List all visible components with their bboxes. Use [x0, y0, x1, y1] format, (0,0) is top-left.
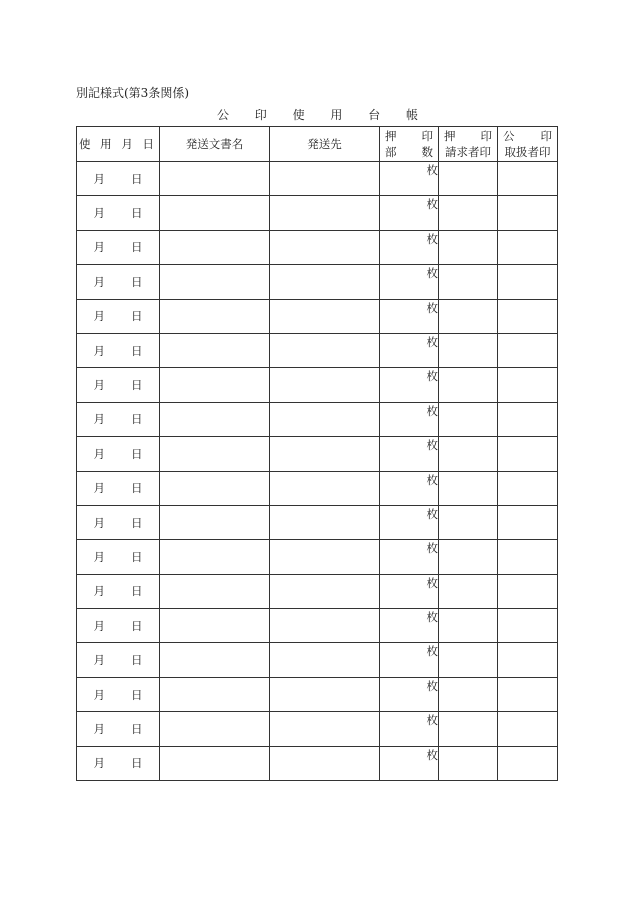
- document-name-cell[interactable]: [160, 299, 270, 333]
- destination-cell[interactable]: [270, 574, 380, 608]
- table-row: [77, 333, 558, 367]
- requester-seal-cell[interactable]: [439, 609, 498, 643]
- document-name-cell[interactable]: [160, 333, 270, 367]
- sheet-unit-label: 枚: [426, 506, 438, 521]
- document-name-cell[interactable]: [160, 437, 270, 471]
- sheet-unit-label: 枚: [426, 266, 438, 281]
- month-label: 月: [93, 481, 105, 496]
- document-name-cell[interactable]: [160, 471, 270, 505]
- stamp-count-cell[interactable]: [380, 746, 439, 780]
- usage-date-cell[interactable]: [77, 230, 160, 264]
- sheet-unit-label: 枚: [426, 472, 438, 487]
- usage-date-cell[interactable]: [77, 299, 160, 333]
- document-name-cell[interactable]: [160, 230, 270, 264]
- sheet-unit-label: 枚: [426, 334, 438, 349]
- usage-date-cell[interactable]: [77, 333, 160, 367]
- usage-date-cell[interactable]: [77, 712, 160, 746]
- day-label: 日: [131, 721, 143, 736]
- destination-cell[interactable]: [270, 712, 380, 746]
- handler-seal-cell[interactable]: [498, 196, 558, 230]
- requester-seal-cell[interactable]: [439, 437, 498, 471]
- month-label: 月: [93, 618, 105, 633]
- header-usage-date: 使 用 月 日: [77, 127, 160, 162]
- requester-seal-cell[interactable]: [439, 746, 498, 780]
- table-row: [77, 712, 558, 746]
- day-label: 日: [131, 309, 143, 324]
- requester-seal-cell[interactable]: [439, 162, 498, 196]
- seal-usage-ledger-table: [76, 126, 558, 781]
- stamp-count-cell[interactable]: [380, 574, 439, 608]
- usage-date-cell[interactable]: [77, 643, 160, 677]
- month-label: 月: [93, 653, 105, 668]
- destination-cell[interactable]: [270, 609, 380, 643]
- requester-seal-cell[interactable]: [439, 471, 498, 505]
- month-label: 月: [93, 412, 105, 427]
- header-row: [77, 127, 558, 162]
- requester-seal-cell[interactable]: [439, 196, 498, 230]
- sheet-unit-label: 枚: [426, 369, 438, 384]
- requester-seal-cell[interactable]: [439, 712, 498, 746]
- destination-cell[interactable]: [270, 505, 380, 539]
- sheet-unit-label: 枚: [426, 541, 438, 556]
- table-row: [77, 677, 558, 711]
- table-row: [77, 265, 558, 299]
- stamp-count-cell[interactable]: [380, 540, 439, 574]
- table-row: [77, 196, 558, 230]
- day-label: 日: [131, 549, 143, 564]
- document-name-cell[interactable]: [160, 712, 270, 746]
- table-row: [77, 230, 558, 264]
- sheet-unit-label: 枚: [426, 713, 438, 728]
- document-name-cell[interactable]: [160, 505, 270, 539]
- month-label: 月: [93, 274, 105, 289]
- destination-cell[interactable]: [270, 677, 380, 711]
- sheet-unit-label: 枚: [426, 747, 438, 762]
- requester-seal-cell[interactable]: [439, 540, 498, 574]
- table-row: [77, 746, 558, 780]
- sheet-unit-label: 枚: [426, 575, 438, 590]
- sheet-unit-label: 枚: [426, 300, 438, 315]
- month-label: 月: [93, 515, 105, 530]
- day-label: 日: [131, 687, 143, 702]
- table-row: [77, 505, 558, 539]
- stamp-count-cell[interactable]: [380, 677, 439, 711]
- stamp-count-cell[interactable]: [380, 505, 439, 539]
- stamp-count-cell[interactable]: [380, 712, 439, 746]
- destination-cell[interactable]: [270, 162, 380, 196]
- header-stamp-count-label: 数: [421, 145, 433, 159]
- header-stamp-count-label: 印: [421, 129, 433, 143]
- handler-seal-cell[interactable]: [498, 574, 558, 608]
- header-destination: 発送先: [270, 127, 380, 162]
- stamp-count-cell[interactable]: [380, 265, 439, 299]
- destination-cell[interactable]: [270, 230, 380, 264]
- month-label: 月: [93, 240, 105, 255]
- document-name-cell[interactable]: [160, 574, 270, 608]
- day-label: 日: [131, 446, 143, 461]
- day-label: 日: [131, 653, 143, 668]
- header-requester-label: 請求者印: [445, 145, 491, 159]
- document-name-cell[interactable]: [160, 368, 270, 402]
- header-stamp-count-label: 部: [385, 145, 397, 159]
- requester-seal-cell[interactable]: [439, 265, 498, 299]
- stamp-count-cell[interactable]: [380, 299, 439, 333]
- header-handler-seal: [498, 127, 558, 162]
- day-label: 日: [131, 343, 143, 358]
- header-handler-label: 印: [540, 129, 552, 143]
- usage-date-cell[interactable]: [77, 368, 160, 402]
- document-name-cell[interactable]: [160, 643, 270, 677]
- handler-seal-cell[interactable]: [498, 609, 558, 643]
- month-label: 月: [93, 206, 105, 221]
- month-label: 月: [93, 721, 105, 736]
- destination-cell[interactable]: [270, 265, 380, 299]
- requester-seal-cell[interactable]: [439, 368, 498, 402]
- header-handler-label: 取扱者印: [504, 145, 551, 159]
- requester-seal-cell[interactable]: [439, 643, 498, 677]
- document-name-cell[interactable]: [160, 609, 270, 643]
- sheet-unit-label: 枚: [426, 610, 438, 625]
- destination-cell[interactable]: [270, 368, 380, 402]
- month-label: 月: [93, 756, 105, 771]
- destination-cell[interactable]: [270, 746, 380, 780]
- handler-seal-cell[interactable]: [498, 402, 558, 436]
- handler-seal-cell[interactable]: [498, 437, 558, 471]
- form-label: 別記様式(第3条関係): [76, 86, 189, 100]
- document-name-cell[interactable]: [160, 677, 270, 711]
- stamp-count-cell[interactable]: [380, 230, 439, 264]
- usage-date-cell[interactable]: [77, 677, 160, 711]
- sheet-unit-label: 枚: [426, 197, 438, 212]
- sheet-unit-label: 枚: [426, 231, 438, 246]
- requester-seal-cell[interactable]: [439, 333, 498, 367]
- header-handler-label: 公: [503, 129, 515, 143]
- day-label: 日: [131, 171, 143, 186]
- requester-seal-cell[interactable]: [439, 299, 498, 333]
- handler-seal-cell[interactable]: [498, 643, 558, 677]
- stamp-count-cell[interactable]: [380, 643, 439, 677]
- requester-seal-cell[interactable]: [439, 574, 498, 608]
- month-label: 月: [93, 378, 105, 393]
- destination-cell[interactable]: [270, 333, 380, 367]
- document-title: 公 印 使 用 台 帳: [216, 108, 430, 122]
- stamp-count-cell[interactable]: [380, 333, 439, 367]
- destination-cell[interactable]: [270, 643, 380, 677]
- day-label: 日: [131, 756, 143, 771]
- handler-seal-cell[interactable]: [498, 265, 558, 299]
- requester-seal-cell[interactable]: [439, 230, 498, 264]
- month-label: 月: [93, 584, 105, 599]
- destination-cell[interactable]: [270, 299, 380, 333]
- table-row: [77, 299, 558, 333]
- handler-seal-cell[interactable]: [498, 505, 558, 539]
- stamp-count-cell[interactable]: [380, 609, 439, 643]
- requester-seal-cell[interactable]: [439, 505, 498, 539]
- usage-date-cell[interactable]: [77, 196, 160, 230]
- destination-cell[interactable]: [270, 471, 380, 505]
- document-name-cell[interactable]: [160, 540, 270, 574]
- destination-cell[interactable]: [270, 540, 380, 574]
- destination-cell[interactable]: [270, 196, 380, 230]
- sheet-unit-label: 枚: [426, 163, 438, 177]
- usage-date-cell[interactable]: [77, 540, 160, 574]
- stamp-count-cell[interactable]: [380, 402, 439, 436]
- handler-seal-cell[interactable]: [498, 746, 558, 780]
- stamp-count-cell[interactable]: [380, 437, 439, 471]
- handler-seal-cell[interactable]: [498, 230, 558, 264]
- table-row: [77, 368, 558, 402]
- table-row: [77, 643, 558, 677]
- day-label: 日: [131, 618, 143, 633]
- day-label: 日: [131, 515, 143, 530]
- handler-seal-cell[interactable]: [498, 471, 558, 505]
- table-row: [77, 471, 558, 505]
- requester-seal-cell[interactable]: [439, 677, 498, 711]
- usage-date-cell[interactable]: [77, 471, 160, 505]
- table-row: [77, 402, 558, 436]
- day-label: 日: [131, 240, 143, 255]
- header-requester-label: 押: [444, 129, 456, 143]
- usage-date-cell[interactable]: [77, 746, 160, 780]
- table-row: [77, 540, 558, 574]
- day-label: 日: [131, 584, 143, 599]
- usage-date-cell[interactable]: [77, 609, 160, 643]
- document-name-cell[interactable]: [160, 265, 270, 299]
- sheet-unit-label: 枚: [426, 438, 438, 453]
- header-requester-seal: [439, 127, 498, 162]
- sheet-unit-label: 枚: [426, 678, 438, 693]
- stamp-count-cell[interactable]: [380, 196, 439, 230]
- header-requester-label: 印: [480, 129, 492, 143]
- usage-date-cell[interactable]: [77, 437, 160, 471]
- document-name-cell[interactable]: [160, 162, 270, 196]
- table-row: [77, 162, 558, 196]
- document-name-cell[interactable]: [160, 402, 270, 436]
- month-label: 月: [93, 171, 105, 186]
- table-row: [77, 574, 558, 608]
- usage-date-cell[interactable]: [77, 265, 160, 299]
- day-label: 日: [131, 274, 143, 289]
- table-row: [77, 609, 558, 643]
- month-label: 月: [93, 687, 105, 702]
- header-stamp-count-label: 押: [385, 129, 397, 143]
- stamp-count-cell[interactable]: [380, 368, 439, 402]
- requester-seal-cell[interactable]: [439, 402, 498, 436]
- handler-seal-cell[interactable]: [498, 540, 558, 574]
- usage-date-cell[interactable]: [77, 162, 160, 196]
- month-label: 月: [93, 309, 105, 324]
- handler-seal-cell[interactable]: [498, 677, 558, 711]
- document-name-cell[interactable]: [160, 196, 270, 230]
- usage-date-cell[interactable]: [77, 505, 160, 539]
- destination-cell[interactable]: [270, 402, 380, 436]
- sheet-unit-label: 枚: [426, 644, 438, 659]
- day-label: 日: [131, 378, 143, 393]
- stamp-count-cell[interactable]: [380, 162, 439, 196]
- header-stamp-count: [380, 127, 439, 162]
- month-label: 月: [93, 446, 105, 461]
- handler-seal-cell[interactable]: [498, 712, 558, 746]
- day-label: 日: [131, 206, 143, 221]
- usage-date-cell[interactable]: [77, 574, 160, 608]
- destination-cell[interactable]: [270, 437, 380, 471]
- day-label: 日: [131, 412, 143, 427]
- table-row: [77, 437, 558, 471]
- handler-seal-cell[interactable]: [498, 333, 558, 367]
- month-label: 月: [93, 549, 105, 564]
- handler-seal-cell[interactable]: [498, 299, 558, 333]
- sheet-unit-label: 枚: [426, 403, 438, 418]
- usage-date-cell[interactable]: [77, 402, 160, 436]
- header-document-name: 発送文書名: [160, 127, 270, 162]
- month-label: 月: [93, 343, 105, 358]
- day-label: 日: [131, 481, 143, 496]
- document-name-cell[interactable]: [160, 746, 270, 780]
- handler-seal-cell[interactable]: [498, 162, 558, 196]
- stamp-count-cell[interactable]: [380, 471, 439, 505]
- handler-seal-cell[interactable]: [498, 368, 558, 402]
